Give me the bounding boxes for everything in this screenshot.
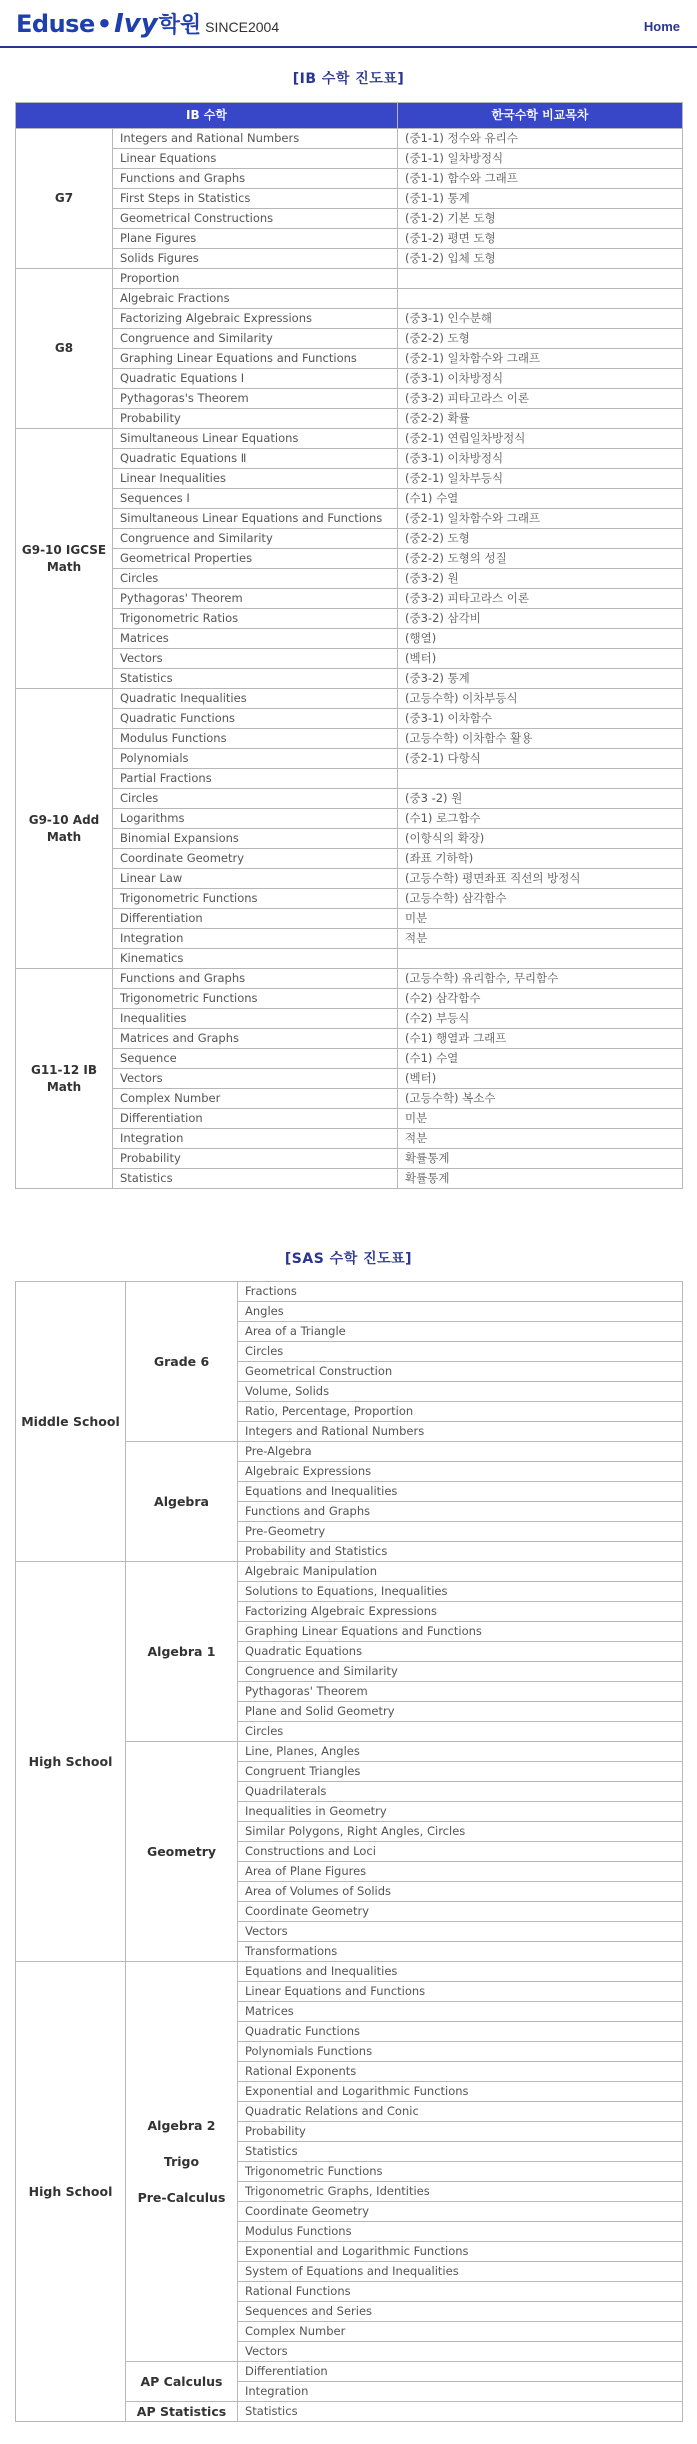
table-row [16,789,683,809]
korean-topic: (중3-2) 피타고라스 이론 [398,589,683,609]
grade-group-label: G11-12 IB Math [16,969,113,1189]
korean-topic: (수1) 로그함수 [398,809,683,829]
korean-topic: (중2-1) 일차함수와 그래프 [398,509,683,529]
ib-topic: Trigonometric Ratios [113,609,398,629]
sas-topic: Probability [238,2122,683,2142]
table-row [16,289,683,309]
table-row [16,569,683,589]
sas-topic: Area of a Triangle [238,1322,683,1342]
korean-topic: (수2) 부등식 [398,1009,683,1029]
sas-curriculum-table [15,1281,683,2422]
ib-topic: Differentiation [113,1109,398,1129]
sas-table-body [16,1282,683,2422]
sas-topic: Functions and Graphs [238,1502,683,1522]
table-row [16,929,683,949]
ib-topic: Statistics [113,1169,398,1189]
sas-topic: Rational Functions [238,2282,683,2302]
sas-topic: Line, Planes, Angles [238,1742,683,1762]
grade-group-label: G8 [16,269,113,429]
korean-topic: (좌표 기하학) [398,849,683,869]
sas-topic: Inequalities in Geometry [238,1802,683,1822]
korean-topic: (중3 -2) 원 [398,789,683,809]
ib-topic: Simultaneous Linear Equations and Functions [113,509,398,529]
table-row [16,749,683,769]
table-row [16,609,683,629]
ib-section-title: [IB 수학 진도표] [292,71,405,87]
ib-topic: Solids Figures [113,249,398,269]
sas-topic: Sequences and Series [238,2302,683,2322]
korean-topic: 적분 [398,929,683,949]
sas-topic: Exponential and Logarithmic Functions [238,2082,683,2102]
korean-topic [398,769,683,789]
course-label-line: Trigo [163,2153,200,2169]
korean-topic: (벡터) [398,649,683,669]
ib-topic: Simultaneous Linear Equations [113,429,398,449]
sas-topic: Equations and Inequalities [238,1962,683,1982]
sas-topic: Differentiation [238,2362,683,2382]
table-row [16,1109,683,1129]
sas-topic: Congruent Triangles [238,1762,683,1782]
sas-topic: Transformations [238,1942,683,1962]
korean-topic: (고등수학) 복소수 [398,1089,683,1109]
table-row [16,389,683,409]
ib-topic: Quadratic Equations Ⅰ [113,369,398,389]
table-row [16,1282,683,1302]
korean-topic: (중1-2) 평면 도형 [398,229,683,249]
korean-topic: (고등수학) 이차부등식 [398,689,683,709]
sas-topic: Linear Equations and Functions [238,1982,683,2002]
korean-topic: (중1-1) 정수와 유리수 [398,129,683,149]
ib-topic: Quadratic Inequalities [113,689,398,709]
ib-topic: Graphing Linear Equations and Functions [113,349,398,369]
sas-topic: Quadratic Functions [238,2022,683,2042]
sas-topic: Integration [238,2382,683,2402]
table-row [16,989,683,1009]
ib-topic: Integration [113,929,398,949]
korean-topic: (중3-2) 삼각비 [398,609,683,629]
korean-topic: (중1-2) 입체 도형 [398,249,683,269]
table-row [16,449,683,469]
sas-topic: Circles [238,1342,683,1362]
ib-topic: Functions and Graphs [113,969,398,989]
korean-topic: (벡터) [398,1069,683,1089]
ib-topic: Probability [113,1149,398,1169]
sas-topic: Vectors [238,1922,683,1942]
sas-topic: Vectors [238,2342,683,2362]
ib-topic: Matrices and Graphs [113,1029,398,1049]
korean-topic: (중3-1) 인수분해 [398,309,683,329]
korean-topic: (중2-1) 일차부등식 [398,469,683,489]
table-row [16,409,683,429]
table-row [16,1069,683,1089]
korean-topic: (수1) 수열 [398,489,683,509]
korean-col-header: 한국수학 비교목차 [398,103,683,129]
table-row [16,769,683,789]
korean-topic: (고등수학) 유리함수, 무리함수 [398,969,683,989]
ib-topic: Polynomials [113,749,398,769]
ib-topic: Linear Inequalities [113,469,398,489]
table-row [16,549,683,569]
course-label [126,2362,238,2402]
table-row [16,1129,683,1149]
ib-topic: Trigonometric Functions [113,889,398,909]
sas-topic: Statistics [238,2402,683,2422]
korean-topic: (수1) 행열과 그래프 [398,1029,683,1049]
korean-topic: (중2-1) 일차함수와 그래프 [398,349,683,369]
table-row [16,169,683,189]
ib-topic: Vectors [113,1069,398,1089]
sas-topic: Geometrical Construction [238,1362,683,1382]
sas-topic: Trigonometric Graphs, Identities [238,2182,683,2202]
ib-topic: Integers and Rational Numbers [113,129,398,149]
korean-topic [398,949,683,969]
korean-topic: (고등수학) 평면좌표 직선의 방정식 [398,869,683,889]
sas-topic: System of Equations and Inequalities [238,2262,683,2282]
table-row [16,229,683,249]
ib-topic: First Steps in Statistics [113,189,398,209]
ib-topic: Pythagoras' Theorem [113,589,398,609]
korean-topic: (중2-2) 확률 [398,409,683,429]
sas-topic: Ratio, Percentage, Proportion [238,1402,683,1422]
grade-group-label: G9-10 Add Math [16,689,113,969]
table-row [16,969,683,989]
korean-topic: (중3-1) 이차함수 [398,709,683,729]
table-row [16,469,683,489]
table-row [16,1149,683,1169]
korean-topic: (이항식의 확장) [398,829,683,849]
table-row [16,529,683,549]
korean-topic: 미분 [398,909,683,929]
sas-topic: Angles [238,1302,683,1322]
table-row [16,1009,683,1029]
sas-topic: Equations and Inequalities [238,1482,683,1502]
ib-topic: Linear Law [113,869,398,889]
korean-topic: (중2-2) 도형 [398,529,683,549]
ib-table-body [16,129,683,1189]
school-level-label: High School [16,1962,126,2422]
korean-topic: (중3-1) 이차방정식 [398,449,683,469]
table-row [16,429,683,449]
table-row [16,909,683,929]
ib-topic: Partial Fractions [113,769,398,789]
sas-topic: Matrices [238,2002,683,2022]
sas-topic: Pre-Geometry [238,1522,683,1542]
korean-topic: 미분 [398,1109,683,1129]
home-link[interactable]: Home [643,19,680,34]
table-row [16,709,683,729]
ib-topic: Plane Figures [113,229,398,249]
ib-topic: Kinematics [113,949,398,969]
ib-topic: Sequences Ⅰ [113,489,398,509]
ib-curriculum-table [15,102,683,1189]
table-row [16,829,683,849]
ib-topic: Integration [113,1129,398,1149]
course-label [126,2402,238,2422]
sas-topic: Quadrilaterals [238,1782,683,1802]
korean-topic: (중3-2) 통계 [398,669,683,689]
sas-topic: Volume, Solids [238,1382,683,1402]
ib-topic: Congruence and Similarity [113,529,398,549]
logo-dot: • [96,10,113,38]
logo[interactable] [16,8,279,40]
sas-topic: Quadratic Relations and Conic [238,2102,683,2122]
ib-topic: Matrices [113,629,398,649]
sas-topic: Circles [238,1722,683,1742]
ib-topic: Binomial Expansions [113,829,398,849]
ib-topic: Geometrical Properties [113,549,398,569]
course-label [126,1742,238,1962]
table-row [16,869,683,889]
ib-topic: Quadratic Functions [113,709,398,729]
korean-topic: (중2-2) 도형 [398,329,683,349]
korean-topic: (수2) 삼각함수 [398,989,683,1009]
sas-topic: Pre-Algebra [238,1442,683,1462]
logo-ivy: Ivy [114,9,158,39]
ib-topic: Algebraic Fractions [113,289,398,309]
sas-topic: Coordinate Geometry [238,1902,683,1922]
table-row [16,849,683,869]
course-label-line: Geometry [146,1843,217,1859]
table-row [16,309,683,329]
sas-topic: Solutions to Equations, Inequalities [238,1582,683,1602]
ib-topic: Proportion [113,269,398,289]
logo-brand: Eduse [16,10,95,38]
ib-topic: Differentiation [113,909,398,929]
sas-topic: Graphing Linear Equations and Functions [238,1622,683,1642]
table-row [16,369,683,389]
table-row [16,729,683,749]
sas-topic: Constructions and Loci [238,1842,683,1862]
korean-topic: (중2-1) 다항식 [398,749,683,769]
ib-topic: Sequence [113,1049,398,1069]
course-label-line: AP Calculus [140,2374,223,2389]
school-level-label: High School [16,1562,126,1962]
ib-topic: Statistics [113,669,398,689]
sas-topic: Trigonometric Functions [238,2162,683,2182]
table-row [16,249,683,269]
sas-topic: Algebraic Manipulation [238,1562,683,1582]
sas-topic: Exponential and Logarithmic Functions [238,2242,683,2262]
ib-topic: Modulus Functions [113,729,398,749]
korean-topic: (중3-2) 피타고라스 이론 [398,389,683,409]
table-row [16,589,683,609]
ib-table-header-row [16,103,683,129]
ib-topic: Complex Number [113,1089,398,1109]
table-row [16,329,683,349]
sas-topic: Plane and Solid Geometry [238,1702,683,1722]
logo-since: SINCE2004 [205,19,280,35]
site-header [0,0,697,48]
grade-group-label: G7 [16,129,113,269]
ib-topic: Functions and Graphs [113,169,398,189]
korean-topic: 확률통계 [398,1149,683,1169]
ib-topic: Factorizing Algebraic Expressions [113,309,398,329]
table-row [16,889,683,909]
ib-col-header: IB 수학 [16,103,398,129]
course-label [126,1282,238,1442]
korean-topic: (중1-1) 일차방정식 [398,149,683,169]
sas-topic: Area of Volumes of Solids [238,1882,683,1902]
korean-topic: 적분 [398,1129,683,1149]
table-row [16,509,683,529]
course-label [126,1442,238,1562]
table-row [16,1029,683,1049]
sas-topic: Congruence and Similarity [238,1662,683,1682]
grade-group-label: G9-10 IGCSE Math [16,429,113,689]
sas-topic: Factorizing Algebraic Expressions [238,1602,683,1622]
sas-topic: Modulus Functions [238,2222,683,2242]
ib-topic: Pythagoras's Theorem [113,389,398,409]
table-row [16,269,683,289]
ib-topic: Logarithms [113,809,398,829]
sas-topic: Coordinate Geometry [238,2202,683,2222]
table-row [16,629,683,649]
ib-topic: Trigonometric Functions [113,989,398,1009]
korean-topic [398,269,683,289]
korean-topic: (중1-2) 기본 도형 [398,209,683,229]
ib-topic: Circles [113,789,398,809]
ib-topic: Coordinate Geometry [113,849,398,869]
sas-topic: Algebraic Expressions [238,1462,683,1482]
korean-topic: (중3-1) 이차방정식 [398,369,683,389]
ib-topic: Circles [113,569,398,589]
sas-topic: Rational Exponents [238,2062,683,2082]
course-label-line: Algebra [154,1493,209,1509]
course-label [126,1962,238,2362]
sas-topic: Polynomials Functions [238,2042,683,2062]
korean-topic [398,289,683,309]
table-row [16,1562,683,1582]
korean-topic: (중1-1) 통계 [398,189,683,209]
table-row [16,1169,683,1189]
korean-topic: (행열) [398,629,683,649]
korean-topic: (수1) 수열 [398,1049,683,1069]
school-level-label: Middle School [16,1282,126,1562]
table-row [16,129,683,149]
sas-section-title: [SAS 수학 진도표] [284,1251,413,1267]
sas-topic: Area of Plane Figures [238,1862,683,1882]
sas-topic: Similar Polygons, Right Angles, Circles [238,1822,683,1842]
korean-topic: 확률통계 [398,1169,683,1189]
ib-topic: Vectors [113,649,398,669]
table-row [16,189,683,209]
course-label-line: Grade 6 [153,1353,210,1369]
table-row [16,689,683,709]
course-label-line: AP Statistics [136,2404,227,2419]
table-row [16,1962,683,1982]
korean-topic: (고등수학) 삼각함수 [398,889,683,909]
table-row [16,809,683,829]
table-row [16,669,683,689]
ib-topic: Congruence and Similarity [113,329,398,349]
sas-topic: Statistics [238,2142,683,2162]
sas-topic: Complex Number [238,2322,683,2342]
sas-topic: Integers and Rational Numbers [238,1422,683,1442]
ib-topic: Probability [113,409,398,429]
korean-topic: (고등수학) 이차함수 활용 [398,729,683,749]
korean-topic: (중1-1) 함수와 그래프 [398,169,683,189]
table-row [16,949,683,969]
table-row [16,149,683,169]
sas-topic: Quadratic Equations [238,1642,683,1662]
table-row [16,489,683,509]
ib-topic: Quadratic Equations Ⅱ [113,449,398,469]
table-row [16,209,683,229]
logo-academy: 학원 [158,13,202,38]
sas-topic: Pythagoras' Theorem [238,1682,683,1702]
course-label-line: Pre-Calculus [137,2189,226,2205]
course-label-line: Algebra 2 [147,2117,216,2133]
korean-topic: (중3-2) 원 [398,569,683,589]
table-row [16,1049,683,1069]
korean-topic: (중2-1) 연립일차방정식 [398,429,683,449]
course-label-line: Algebra 1 [147,1643,216,1659]
sas-topic: Probability and Statistics [238,1542,683,1562]
sas-topic: Fractions [238,1282,683,1302]
table-row [16,349,683,369]
ib-topic: Linear Equations [113,149,398,169]
course-label [126,1562,238,1742]
ib-topic: Geometrical Constructions [113,209,398,229]
table-row [16,649,683,669]
ib-topic: Inequalities [113,1009,398,1029]
table-row [16,1089,683,1109]
korean-topic: (중2-2) 도형의 성질 [398,549,683,569]
